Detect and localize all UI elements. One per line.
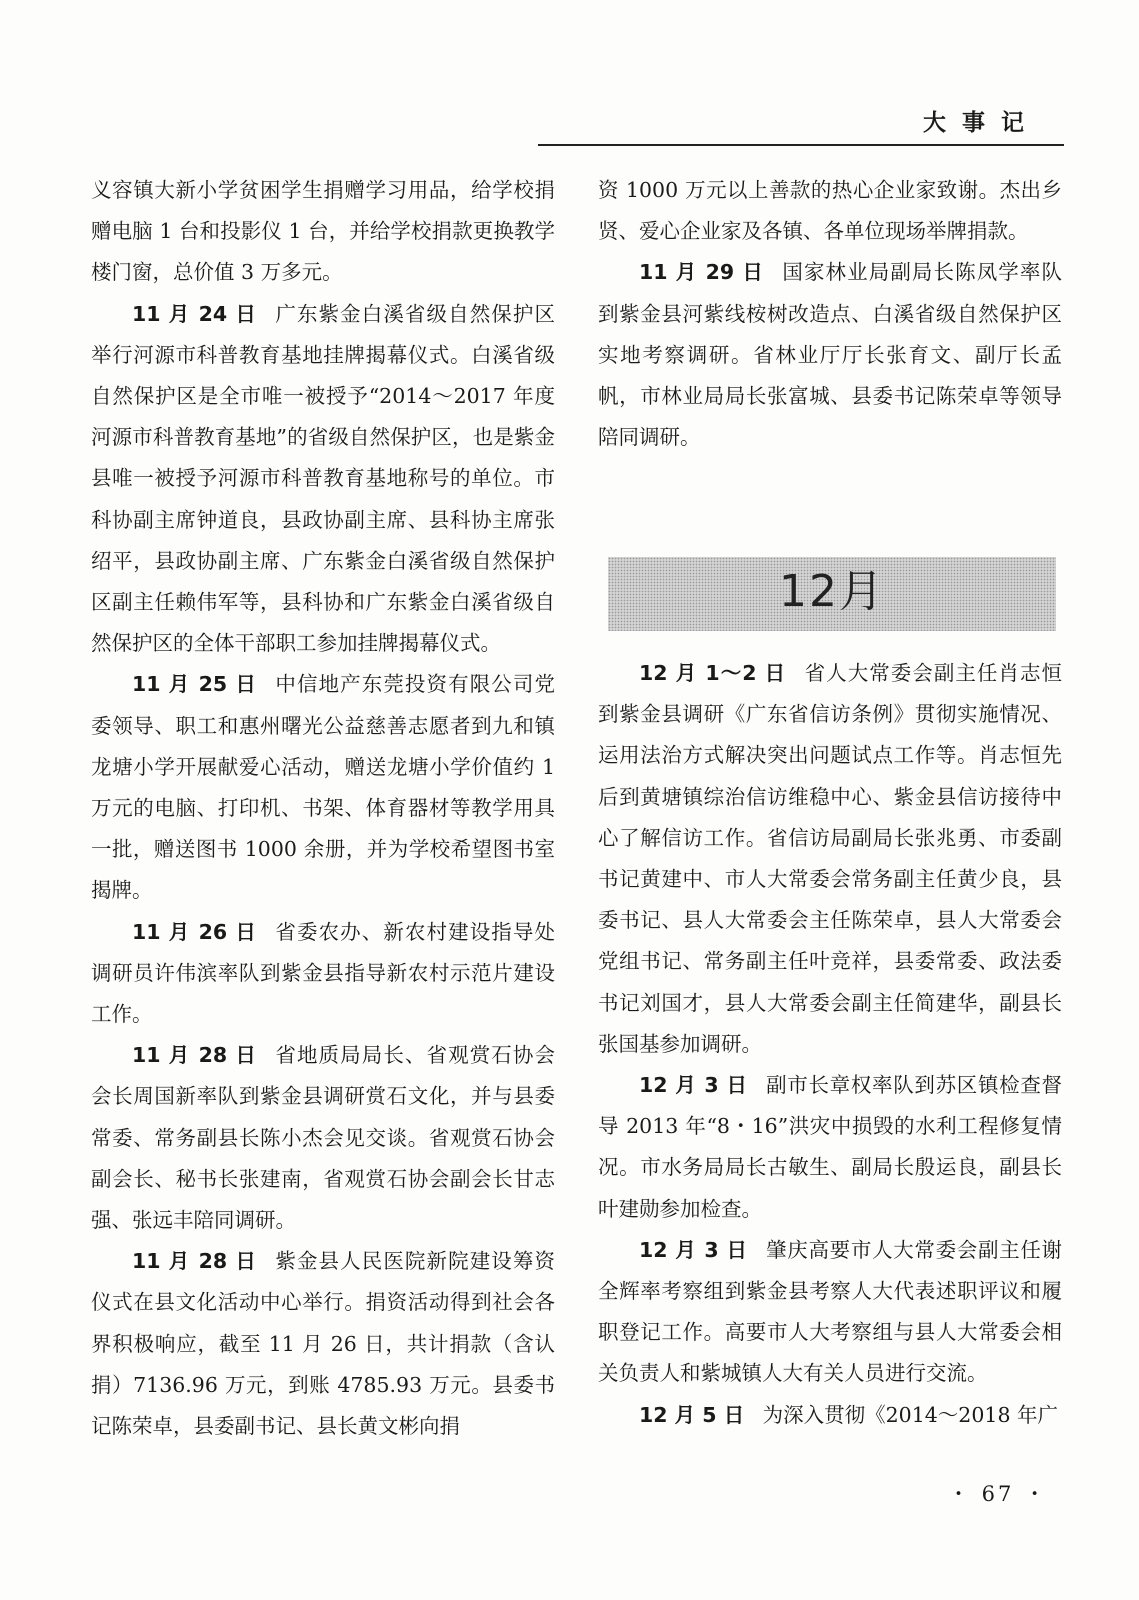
paragraph: 11 月 28 日 紫金县人民医院新院建设筹资仪式在县文化活动中心举行。捐资活动得到社会各界积极响应，截至 11 月 26 日，共计捐款（含认捐）7136.96 万元，到账 4785.93 万元。县委书记陈荣卓，县委副书记、县长黄文彬向捐 <box>91 1249 555 1439</box>
paragraph: 11 月 28 日 省地质局局长、省观赏石协会会长周国新率队到紫金县调研赏石文化，并与县委常委、常务副县长陈小杰会见交谈。省观赏石协会副会长、秘书长张建南，省观赏石协会副会长甘志强、张远丰陪同调研。 <box>91 1043 555 1233</box>
month-title: 12月 <box>779 566 885 617</box>
paragraph: 12 月 3 日 肇庆高要市人大常委会副主任谢全辉率考察组到紫金县考察人大代表述职评议和履职登记工作。高要市人大考察组与县人大常委会相关负责人和紫城镇人大有关人员进行交流。 <box>598 1237 1063 1386</box>
month-banner <box>608 557 1056 631</box>
running-header <box>538 104 1064 146</box>
entry-date: 11 月 25 日 <box>132 672 257 697</box>
paragraph: 11 月 26 日 省委农办、新农村建设指导处调研员许伟滨率队到紫金县指导新农村示范片建设工作。 <box>91 919 555 1027</box>
paragraph: 11 月 29 日 国家林业局副局长陈凤学率队到紫金县河紫线桉树改造点、白溪省级自然保护区实地考察调研。省林业厅厅长张育文、副厅长孟帆，市林业局局长张富城、县委书记陈荣卓等领导陪同调研。 <box>598 260 1062 450</box>
entry-date: 12 月 3 日 <box>639 1237 748 1262</box>
paragraph: 12 月 3 日 副市长章权率队到苏区镇检查督导 2013 年“8・16”洪灾中损毁的水利工程修复情况。市水务局局长古敏生、副局长殷运良，副县长叶建勋参加检查。 <box>598 1073 1063 1221</box>
paragraph: 12 月 1～2 日 省人大常委会副主任肖志恒到紫金县调研《广东省信访条例》贯彻实施情况、运用法治方式解决突出问题试点工作等。肖志恒先后到黄塘镇综治信访维稳中心、紫金县信访接待中心了解信访工作。省信访局副局长张兆勇、市委副书记黄建中、市人大常委会常务副主任黄少良，县委书记、县人大常委会主任陈荣卓，县人大常委会党组书记、常务副主任叶竞祥，县委常委、政法委书记刘国才，县人大常委会副主任简建华，副县长张国基参加调研。 <box>598 661 1063 1056</box>
entry-date: 11 月 29 日 <box>639 260 764 285</box>
header-title: 大事记 <box>923 110 1040 136</box>
entry-date: 12 月 1～2 日 <box>639 661 787 685</box>
entry-date: 12 月 3 日 <box>639 1073 748 1098</box>
paragraph: 资 1000 万元以上善款的热心企业家致谢。杰出乡贤、爱心企业家及各镇、各单位现场举牌捐款。 <box>598 178 1062 244</box>
entry-date: 11 月 28 日 <box>132 1249 257 1274</box>
paragraph: 12 月 5 日 为深入贯彻《2014～2018 年广 <box>639 1402 1058 1427</box>
entry-date: 11 月 28 日 <box>132 1043 257 1068</box>
right-column-top <box>598 170 1062 458</box>
right-column-bottom <box>598 653 1062 1436</box>
entry-date: 12 月 5 日 <box>639 1402 745 1427</box>
page-number: ・ 67 ・ <box>948 1482 1049 1506</box>
paragraph: 11 月 25 日 中信地产东莞投资有限公司党委领导、职工和惠州曙光公益慈善志愿者到九和镇龙塘小学开展献爱心活动，赠送龙塘小学价值约 1 万元的电脑、打印机、书架、体育器材等教学用具一批，赠送图书 1000 余册，并为学校希望图书室揭牌。 <box>91 672 555 903</box>
paragraph: 义容镇大新小学贫困学生捐赠学习用品，给学校捐赠电脑 1 台和投影仪 1 台，并给学校捐款更换教学楼门窗，总价值 3 万多元。 <box>91 178 555 285</box>
entry-date: 11 月 26 日 <box>132 919 257 944</box>
entry-date: 11 月 24 日 <box>132 301 257 326</box>
paragraph: 11 月 24 日 广东紫金白溪省级自然保护区举行河源市科普教育基地挂牌揭幕仪式。白溪省级自然保护区是全市唯一被授予“2014～2017 年度河源市科普教育基地”的省级自然保护区，也是紫金县唯一被授予河源市科普教育基地称号的单位。市科协副主席钟道良，县政协副主席、县科协主席张绍平，县政协副主席、广东紫金白溪省级自然保护区副主任赖伟军等，县科协和广东紫金白溪省级自然保护区的全体干部职工参加挂牌揭幕仪式。 <box>91 301 555 656</box>
left-column <box>91 170 555 1447</box>
